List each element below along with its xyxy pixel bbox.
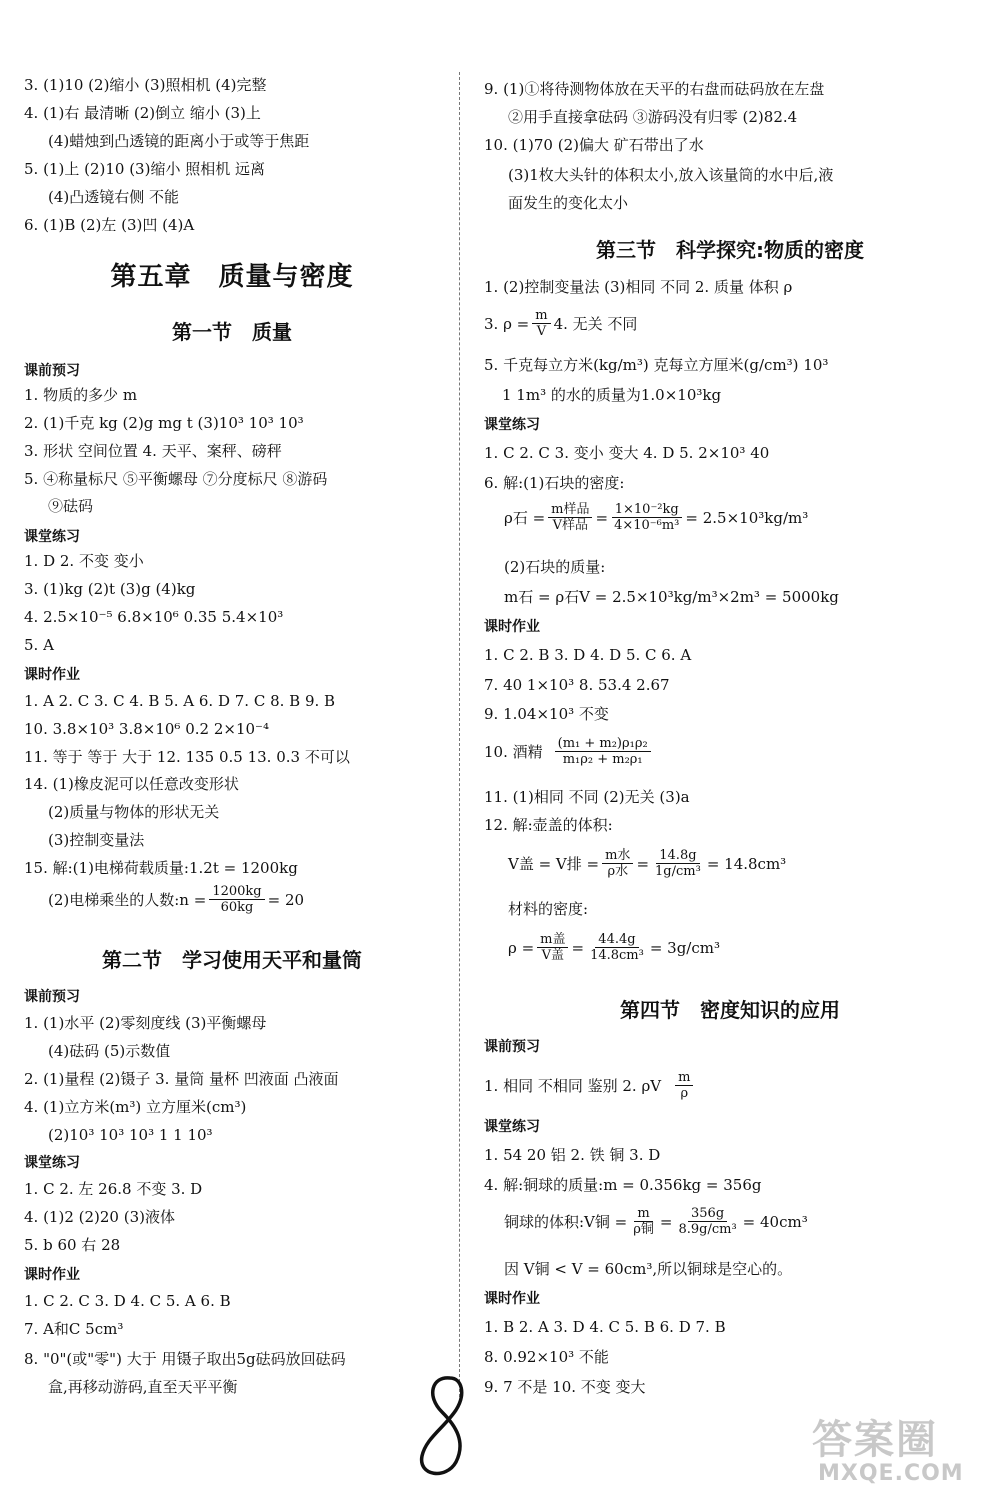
answer-line: 7. A和C 5cm³ <box>24 1320 124 1338</box>
answer-line: m石 = ρ石V = 2.5×10³kg/m³×2m³ = 5000kg <box>504 588 839 606</box>
answer-line: (2)10³ 10³ 10³ 1 1 10³ <box>48 1126 213 1144</box>
fraction <box>587 932 647 963</box>
answer-line: 5. A <box>24 636 54 654</box>
formula-text: = 40cm³ <box>742 1212 808 1231</box>
answer-line: 11. (1)相同 不同 (2)无关 (3)a <box>484 788 690 806</box>
answer-line: 15. 解:(1)电梯荷载质量:1.2t = 1200kg <box>24 859 298 877</box>
answer-line: 4. 解:铜球的质量:m = 0.356kg = 356g <box>484 1176 762 1194</box>
answer-line: 14. (1)橡皮泥可以任意改变形状 <box>24 775 239 793</box>
answer-line: 材料的密度: <box>508 900 589 918</box>
answer-line: 12. 解:壶盖的体积: <box>484 816 613 834</box>
formula-text: = 14.8cm³ <box>706 854 787 873</box>
subsection-label: 课堂练习 <box>484 417 540 433</box>
answer-line: (4)砝码 (5)示数值 <box>48 1042 171 1060</box>
formula-line <box>508 848 786 879</box>
fraction-numerator: m <box>675 1070 693 1086</box>
answer-line: 1. C 2. B 3. D 4. D 5. C 6. A <box>484 646 692 664</box>
fraction-numerator: 44.4g <box>595 932 638 948</box>
subsection-label: 课前预习 <box>484 1039 540 1055</box>
subsection-label: 课前预习 <box>24 989 80 1005</box>
answer-line: (3)1枚大头针的体积太小,放入该量筒的水中后,液 <box>508 166 834 184</box>
handwritten-eight-icon <box>412 1372 472 1482</box>
formula-text: = <box>595 508 609 527</box>
fraction-denominator: ρ水 <box>607 864 629 879</box>
fraction-denominator: 1g/cm³ <box>655 864 701 879</box>
answer-line: 9. 1.04×10³ 不变 <box>484 705 609 723</box>
section-title: 第二节 学习使用天平和量筒 <box>102 948 362 972</box>
section-title: 第一节 质量 <box>172 320 292 344</box>
fraction-denominator: V <box>536 324 547 339</box>
section-title: 第四节 密度知识的应用 <box>620 998 840 1022</box>
answer-line: 5. 千克每立方米(kg/m³) 克每立方厘米(g/cm³) 10³ <box>484 356 829 374</box>
fraction-numerator: 356g <box>688 1206 727 1222</box>
answer-line: 5. b 60 右 28 <box>24 1236 121 1254</box>
fraction-denominator: 60kg <box>220 900 254 915</box>
formula-line <box>504 1206 808 1237</box>
formula-line <box>484 736 654 767</box>
formula-text: V盖 = V排 = <box>508 855 600 873</box>
answer-line: 盒,再移动游码,直至天平平衡 <box>48 1378 238 1396</box>
fraction-numerator: 1×10⁻²kg <box>612 502 682 518</box>
fraction <box>537 932 568 963</box>
answer-line: 因 V铜 < V = 60cm³,所以铜球是空心的。 <box>504 1260 793 1278</box>
answer-line: 8. 0.92×10³ 不能 <box>484 1348 609 1366</box>
column-divider <box>459 72 460 1402</box>
fraction-numerator: 1200kg <box>209 884 264 900</box>
subsection-label: 课堂练习 <box>24 1155 80 1171</box>
answer-line: 5. ④称量标尺 ⑤平衡螺母 ⑦分度标尺 ⑧游码 <box>24 470 328 488</box>
answer-line: 10. (1)70 (2)偏大 矿石带出了水 <box>484 136 704 154</box>
formula-text: = 2.5×10³kg/m³ <box>685 508 809 527</box>
subsection-label: 课堂练习 <box>484 1119 540 1135</box>
fraction <box>602 848 633 879</box>
fraction <box>555 736 651 767</box>
answer-line: (4)蜡烛到凸透镜的距离小于或等于焦距 <box>48 132 310 150</box>
fraction <box>630 1206 657 1237</box>
formula-text: = 20 <box>267 890 305 909</box>
formula-text: = <box>571 938 585 957</box>
answer-line: 2. (1)量程 (2)镊子 3. 量筒 量杯 凹液面 凸液面 <box>24 1070 339 1088</box>
answer-line: 7. 40 1×10³ 8. 53.4 2.67 <box>484 676 670 694</box>
formula-text: 3. ρ = <box>484 314 530 333</box>
answer-line: ②用手直接拿砝码 ③游码没有归零 (2)82.4 <box>508 108 798 126</box>
answer-line: 1. (1)水平 (2)零刻度线 (3)平衡螺母 <box>24 1014 267 1032</box>
fraction-numerator: 14.8g <box>656 848 699 864</box>
answer-line: 8. "0"(或"零") 大于 用镊子取出5g砝码放回砝码 <box>24 1350 346 1368</box>
chapter-title: 第五章 质量与密度 <box>110 262 354 292</box>
answer-line: 1 1m³ 的水的质量为1.0×10³kg <box>502 386 722 404</box>
formula-line <box>484 308 637 339</box>
watermark-logo: 答案圈 <box>812 1417 938 1463</box>
formula-text: 铜球的体积:V铜 = <box>504 1213 628 1231</box>
fraction-denominator: 14.8cm³ <box>590 948 644 963</box>
answer-line: 6. 解:(1)石块的密度: <box>484 474 625 492</box>
subsection-label: 课时作业 <box>484 1291 540 1307</box>
fraction-numerator: m盖 <box>537 932 568 948</box>
answer-line: 1. C 2. C 3. 变小 变大 4. D 5. 2×10³ 40 <box>484 444 770 462</box>
formula-text: ρ = <box>508 938 535 957</box>
subsection-label: 课时作业 <box>24 667 80 683</box>
subsection-label: 课时作业 <box>24 1267 80 1283</box>
formula-line <box>484 1070 696 1101</box>
fraction <box>209 884 264 915</box>
answer-line: 2. (1)千克 kg (2)g mg t (3)10³ 10³ 10³ <box>24 414 304 432</box>
answer-line: 1. C 2. 左 26.8 不变 3. D <box>24 1180 203 1198</box>
formula-line <box>48 884 304 915</box>
formula-text: 10. 酒精 <box>484 743 543 761</box>
answer-line: 4. (1)立方米(m³) 立方厘米(cm³) <box>24 1098 247 1116</box>
formula-text: = <box>659 1212 673 1231</box>
answer-line: 5. (1)上 (2)10 (3)缩小 照相机 远离 <box>24 160 265 178</box>
answer-line: (4)凸透镜右侧 不能 <box>48 188 180 206</box>
answer-line: 4. (1)2 (2)20 (3)液体 <box>24 1208 175 1226</box>
watermark-url: MXQE.COM <box>818 1461 964 1486</box>
fraction-denominator: 4×10⁻⁶m³ <box>614 518 680 533</box>
fraction-denominator: ρ铜 <box>633 1222 654 1237</box>
fraction-denominator: V样品 <box>552 518 589 533</box>
fraction-numerator: m <box>634 1206 652 1222</box>
subsection-label: 课时作业 <box>484 619 540 635</box>
answer-line: 4. (1)右 最清晰 (2)倒立 缩小 (3)上 <box>24 104 261 122</box>
fraction-denominator: V盖 <box>541 948 565 963</box>
answer-line: 1. 物质的多少 m <box>24 386 138 404</box>
answer-line: 1. (2)控制变量法 (3)相同 不同 2. 质量 体积 ρ <box>484 278 793 296</box>
subsection-label: 课前预习 <box>24 363 80 379</box>
section-title: 第三节 科学探究:物质的密度 <box>596 238 864 262</box>
formula-text: (2)电梯乘坐的人数:n = <box>48 891 207 909</box>
fraction-numerator: m样品 <box>548 502 592 518</box>
fraction <box>611 502 682 533</box>
formula-line <box>504 502 808 533</box>
fraction <box>675 1070 693 1101</box>
fraction <box>652 848 704 879</box>
fraction <box>548 502 592 533</box>
answer-line: 9. 7 不是 10. 不变 变大 <box>484 1378 646 1396</box>
answer-line: 10. 3.8×10³ 3.8×10⁶ 0.2 2×10⁻⁴ <box>24 720 269 738</box>
subsection-label: 课堂练习 <box>24 529 80 545</box>
watermark <box>812 1418 992 1490</box>
fraction <box>532 308 550 339</box>
formula-text: = <box>636 854 650 873</box>
answer-line: 11. 等于 等于 大于 12. 135 0.5 13. 0.3 不可以 <box>24 748 350 766</box>
fraction-numerator: (m₁ + m₂)ρ₁ρ₂ <box>555 736 651 752</box>
answer-line: 3. (1)kg (2)t (3)g (4)kg <box>24 580 196 598</box>
answer-line: 6. (1)B (2)左 (3)凹 (4)A <box>24 216 195 234</box>
answer-line: 1. A 2. C 3. C 4. B 5. A 6. D 7. C 8. B 9. B <box>24 692 336 710</box>
answer-line: 1. B 2. A 3. D 4. C 5. B 6. D 7. B <box>484 1318 726 1336</box>
fraction-numerator: m <box>532 308 550 324</box>
answer-line: 3. (1)10 (2)缩小 (3)照相机 (4)完整 <box>24 76 267 94</box>
answer-line: (2)石块的质量: <box>504 558 606 576</box>
answer-line: 1. D 2. 不变 变小 <box>24 552 144 570</box>
answer-line: 1. C 2. C 3. D 4. C 5. A 6. B <box>24 1292 231 1310</box>
formula-text: 1. 相同 不相同 鉴别 2. ρV <box>484 1077 662 1095</box>
answer-line: 9. (1)①将待测物体放在天平的右盘而砝码放在左盘 <box>484 80 825 98</box>
fraction-denominator: 8.9g/cm³ <box>678 1222 737 1237</box>
fraction-denominator: ρ <box>680 1086 689 1101</box>
formula-text: ρ石 = <box>504 509 546 527</box>
answer-line: (2)质量与物体的形状无关 <box>48 803 220 821</box>
formula-text: = 3g/cm³ <box>649 938 721 957</box>
answer-line: 面发生的变化太小 <box>508 194 629 212</box>
fraction-denominator: m₁ρ₂ + m₂ρ₁ <box>562 752 643 767</box>
answer-line: 1. 54 20 铝 2. 铁 铜 3. D <box>484 1146 661 1164</box>
formula-line <box>508 932 720 963</box>
formula-text: 4. 无关 不同 <box>553 315 638 333</box>
answer-line: 4. 2.5×10⁻⁵ 6.8×10⁶ 0.35 5.4×10³ <box>24 608 284 626</box>
answer-line: (3)控制变量法 <box>48 831 145 849</box>
fraction-numerator: m水 <box>602 848 633 864</box>
answer-line: ⑨砝码 <box>48 497 94 515</box>
answer-line: 3. 形状 空间位置 4. 天平、案秤、磅秤 <box>24 442 282 460</box>
fraction <box>675 1206 739 1237</box>
page-number <box>412 1372 472 1486</box>
